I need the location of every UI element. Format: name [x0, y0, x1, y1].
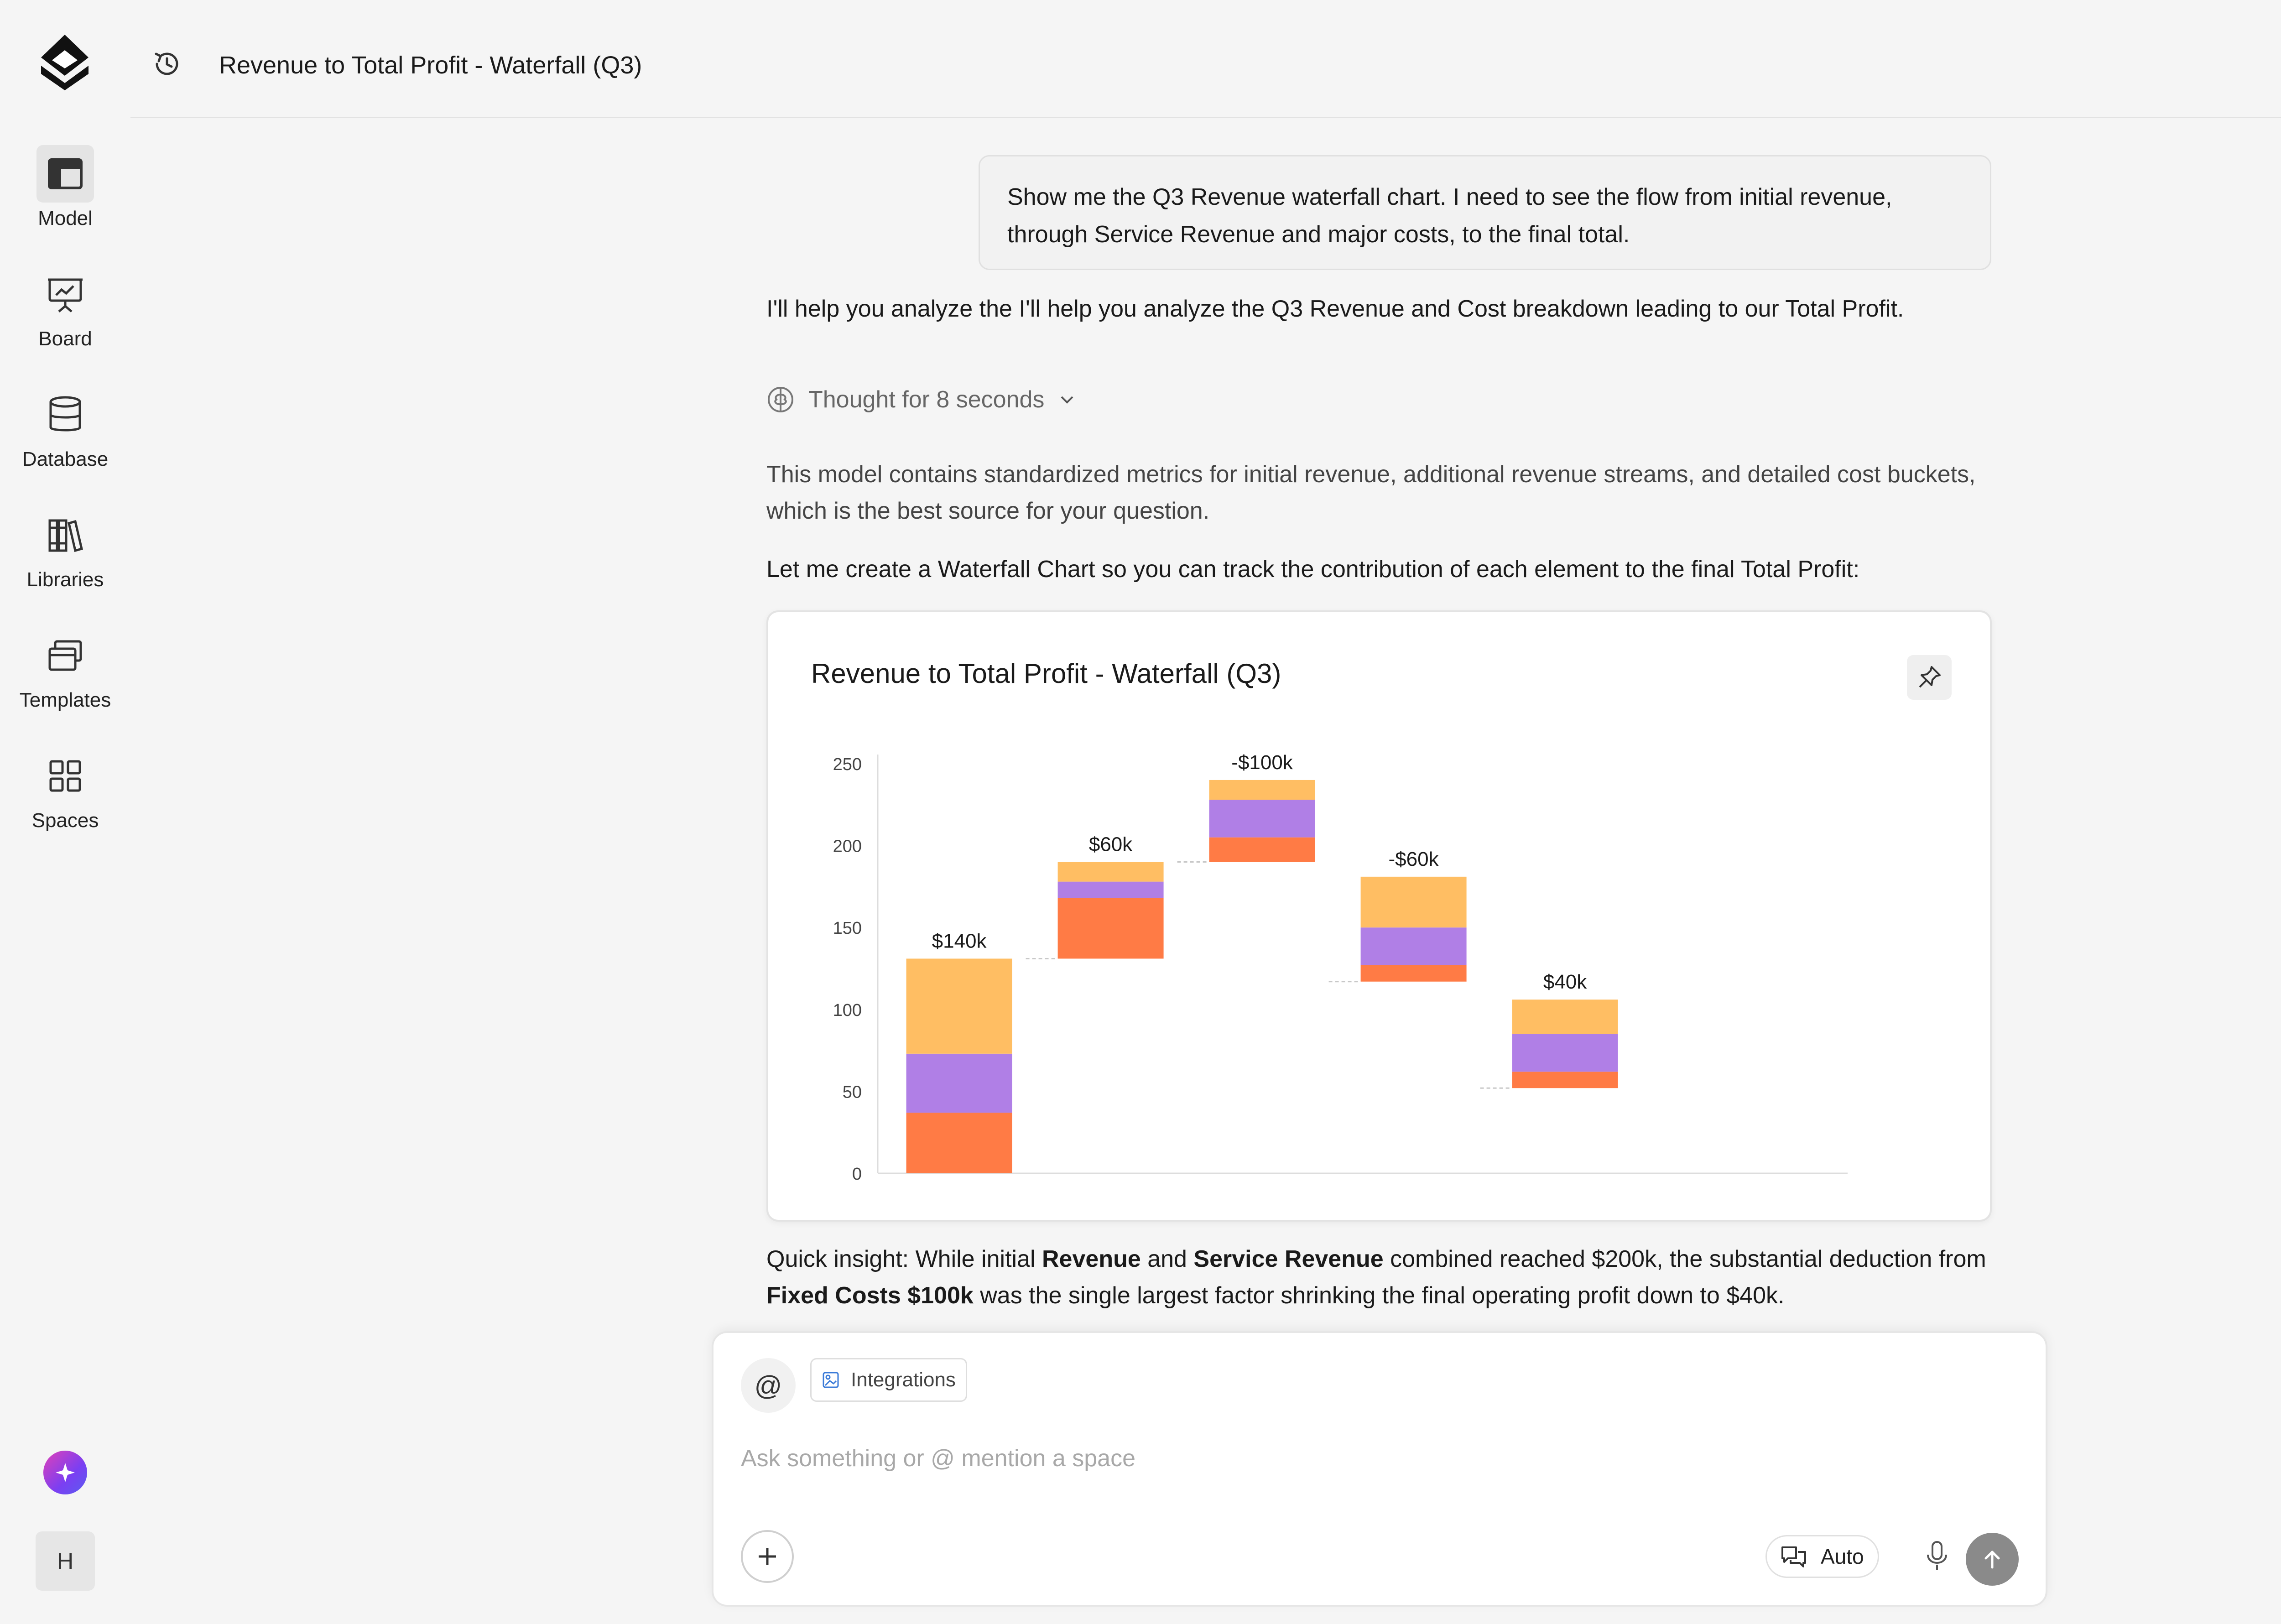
ai-assistant-button[interactable] — [43, 1451, 87, 1494]
mode-label: Auto — [1821, 1545, 1864, 1568]
waterfall-bar-segment — [1512, 999, 1618, 1034]
data-label: -$60k — [1388, 848, 1439, 870]
y-tick-label: 100 — [833, 1000, 862, 1020]
grid-icon — [49, 760, 82, 792]
integrations-label: Integrations — [851, 1369, 956, 1391]
sparkle-icon — [54, 1461, 77, 1484]
presentation-icon — [46, 275, 84, 313]
waterfall-bar-segment — [1058, 862, 1164, 882]
y-tick-label: 250 — [833, 755, 862, 774]
waterfall-bar-segment — [906, 1054, 1012, 1113]
thought-label: Thought for 8 seconds — [808, 386, 1045, 413]
waterfall-chart — [768, 612, 1990, 1220]
sidebar-item-label: Board — [38, 328, 92, 350]
message-composer — [712, 1331, 2047, 1607]
chart-card — [766, 610, 1992, 1222]
waterfall-bar-segment — [906, 958, 1012, 1053]
windows-icon — [47, 639, 83, 672]
data-label: $40k — [1543, 971, 1587, 994]
integrations-button[interactable] — [810, 1358, 967, 1402]
thought-toggle[interactable] — [766, 385, 1076, 414]
y-tick-label: 50 — [842, 1083, 862, 1102]
sidebar-item-spaces[interactable] — [0, 747, 130, 832]
insight-text: Quick insight: While initial — [766, 1246, 1042, 1272]
plus-icon — [755, 1544, 780, 1569]
waterfall-bar-segment — [1058, 898, 1164, 959]
sidebar-item-templates[interactable] — [0, 627, 130, 712]
user-avatar[interactable]: H — [36, 1531, 95, 1591]
waterfall-bar-segment — [1058, 882, 1164, 898]
sidebar-item-label: Libraries — [26, 568, 104, 591]
sidebar-item-label: Model — [38, 207, 93, 229]
sidebar-item-database[interactable] — [0, 386, 130, 471]
mode-selector[interactable] — [1765, 1535, 1879, 1578]
database-icon — [48, 396, 83, 434]
waterfall-bar-segment — [1512, 1034, 1618, 1072]
data-label: $60k — [1088, 833, 1133, 856]
waterfall-bar-segment — [906, 1113, 1012, 1173]
waterfall-bar-segment — [1361, 877, 1467, 927]
y-tick-label: 0 — [852, 1165, 862, 1184]
insight-text: and — [1140, 1246, 1194, 1272]
sidebar — [0, 0, 130, 1624]
waterfall-bar-segment — [1512, 1072, 1618, 1088]
sidebar-item-board[interactable] — [0, 265, 130, 350]
waterfall-bar-segment — [1361, 927, 1467, 965]
waterfall-bar-segment — [1209, 838, 1315, 862]
app-logo[interactable] — [37, 32, 92, 91]
chat-bubbles-icon — [1781, 1545, 1807, 1568]
waterfall-bar-segment — [1361, 965, 1467, 982]
data-label: -$100k — [1231, 751, 1293, 774]
integrations-icon — [822, 1371, 840, 1389]
data-label: $140k — [932, 930, 987, 953]
microphone-icon[interactable] — [1923, 1539, 1951, 1574]
history-icon[interactable] — [152, 49, 182, 78]
sidebar-item-libraries[interactable] — [0, 506, 130, 591]
insight-bold: Revenue — [1042, 1246, 1141, 1272]
add-attachment-button[interactable] — [741, 1530, 794, 1583]
waterfall-bar-segment — [1209, 780, 1315, 800]
chart-title: Revenue to Total Profit - Waterfall (Q3) — [811, 658, 1281, 689]
mention-button[interactable]: @ — [741, 1358, 796, 1413]
y-tick-label: 200 — [833, 837, 862, 856]
brain-icon — [766, 385, 795, 414]
model-note: This model contains standardized metrics for initial revenue, additional revenue streams, and detailed cost buckets, which is the best source for your question. — [766, 461, 1976, 524]
sidebar-item-label: Database — [22, 448, 109, 470]
page-title: Revenue to Total Profit - Waterfall (Q3) — [219, 52, 642, 79]
insight-text: was the single largest factor shrinking the final operating profit down to $40k. — [973, 1282, 1785, 1309]
chart-lead: Let me create a Waterfall Chart so you can track the contribution of each element to the final Total Profit: — [766, 556, 1860, 583]
assistant-intro: I'll help you analyze the I'll help you analyze the Q3 Revenue and Cost breakdown leading to our Total Profit. — [766, 296, 1904, 322]
waterfall-bar-segment — [1209, 800, 1315, 838]
layout-icon — [47, 158, 83, 190]
chat-input[interactable]: Ask something or @ mention a space — [741, 1445, 1135, 1472]
insight-text: combined reached $200k, the substantial deduction from — [1383, 1246, 1986, 1272]
chevron-down-icon — [1058, 390, 1076, 409]
top-bar — [130, 0, 2281, 118]
sidebar-item-label: Templates — [19, 689, 111, 711]
quick-insight — [766, 1241, 1994, 1337]
user-message: Show me the Q3 Revenue waterfall chart. I need to see the flow from initial revenue, through Service Revenue and major costs, to the final total. — [979, 155, 1991, 270]
arrow-up-icon — [1979, 1546, 2005, 1572]
books-icon — [47, 517, 83, 553]
y-tick-label: 150 — [833, 919, 862, 938]
insight-bold: Fixed Costs $100k — [766, 1282, 974, 1309]
send-button[interactable] — [1966, 1533, 2019, 1586]
sidebar-item-model[interactable] — [0, 145, 130, 230]
sidebar-item-label: Spaces — [31, 809, 99, 832]
insight-bold: Service Revenue — [1193, 1246, 1384, 1272]
